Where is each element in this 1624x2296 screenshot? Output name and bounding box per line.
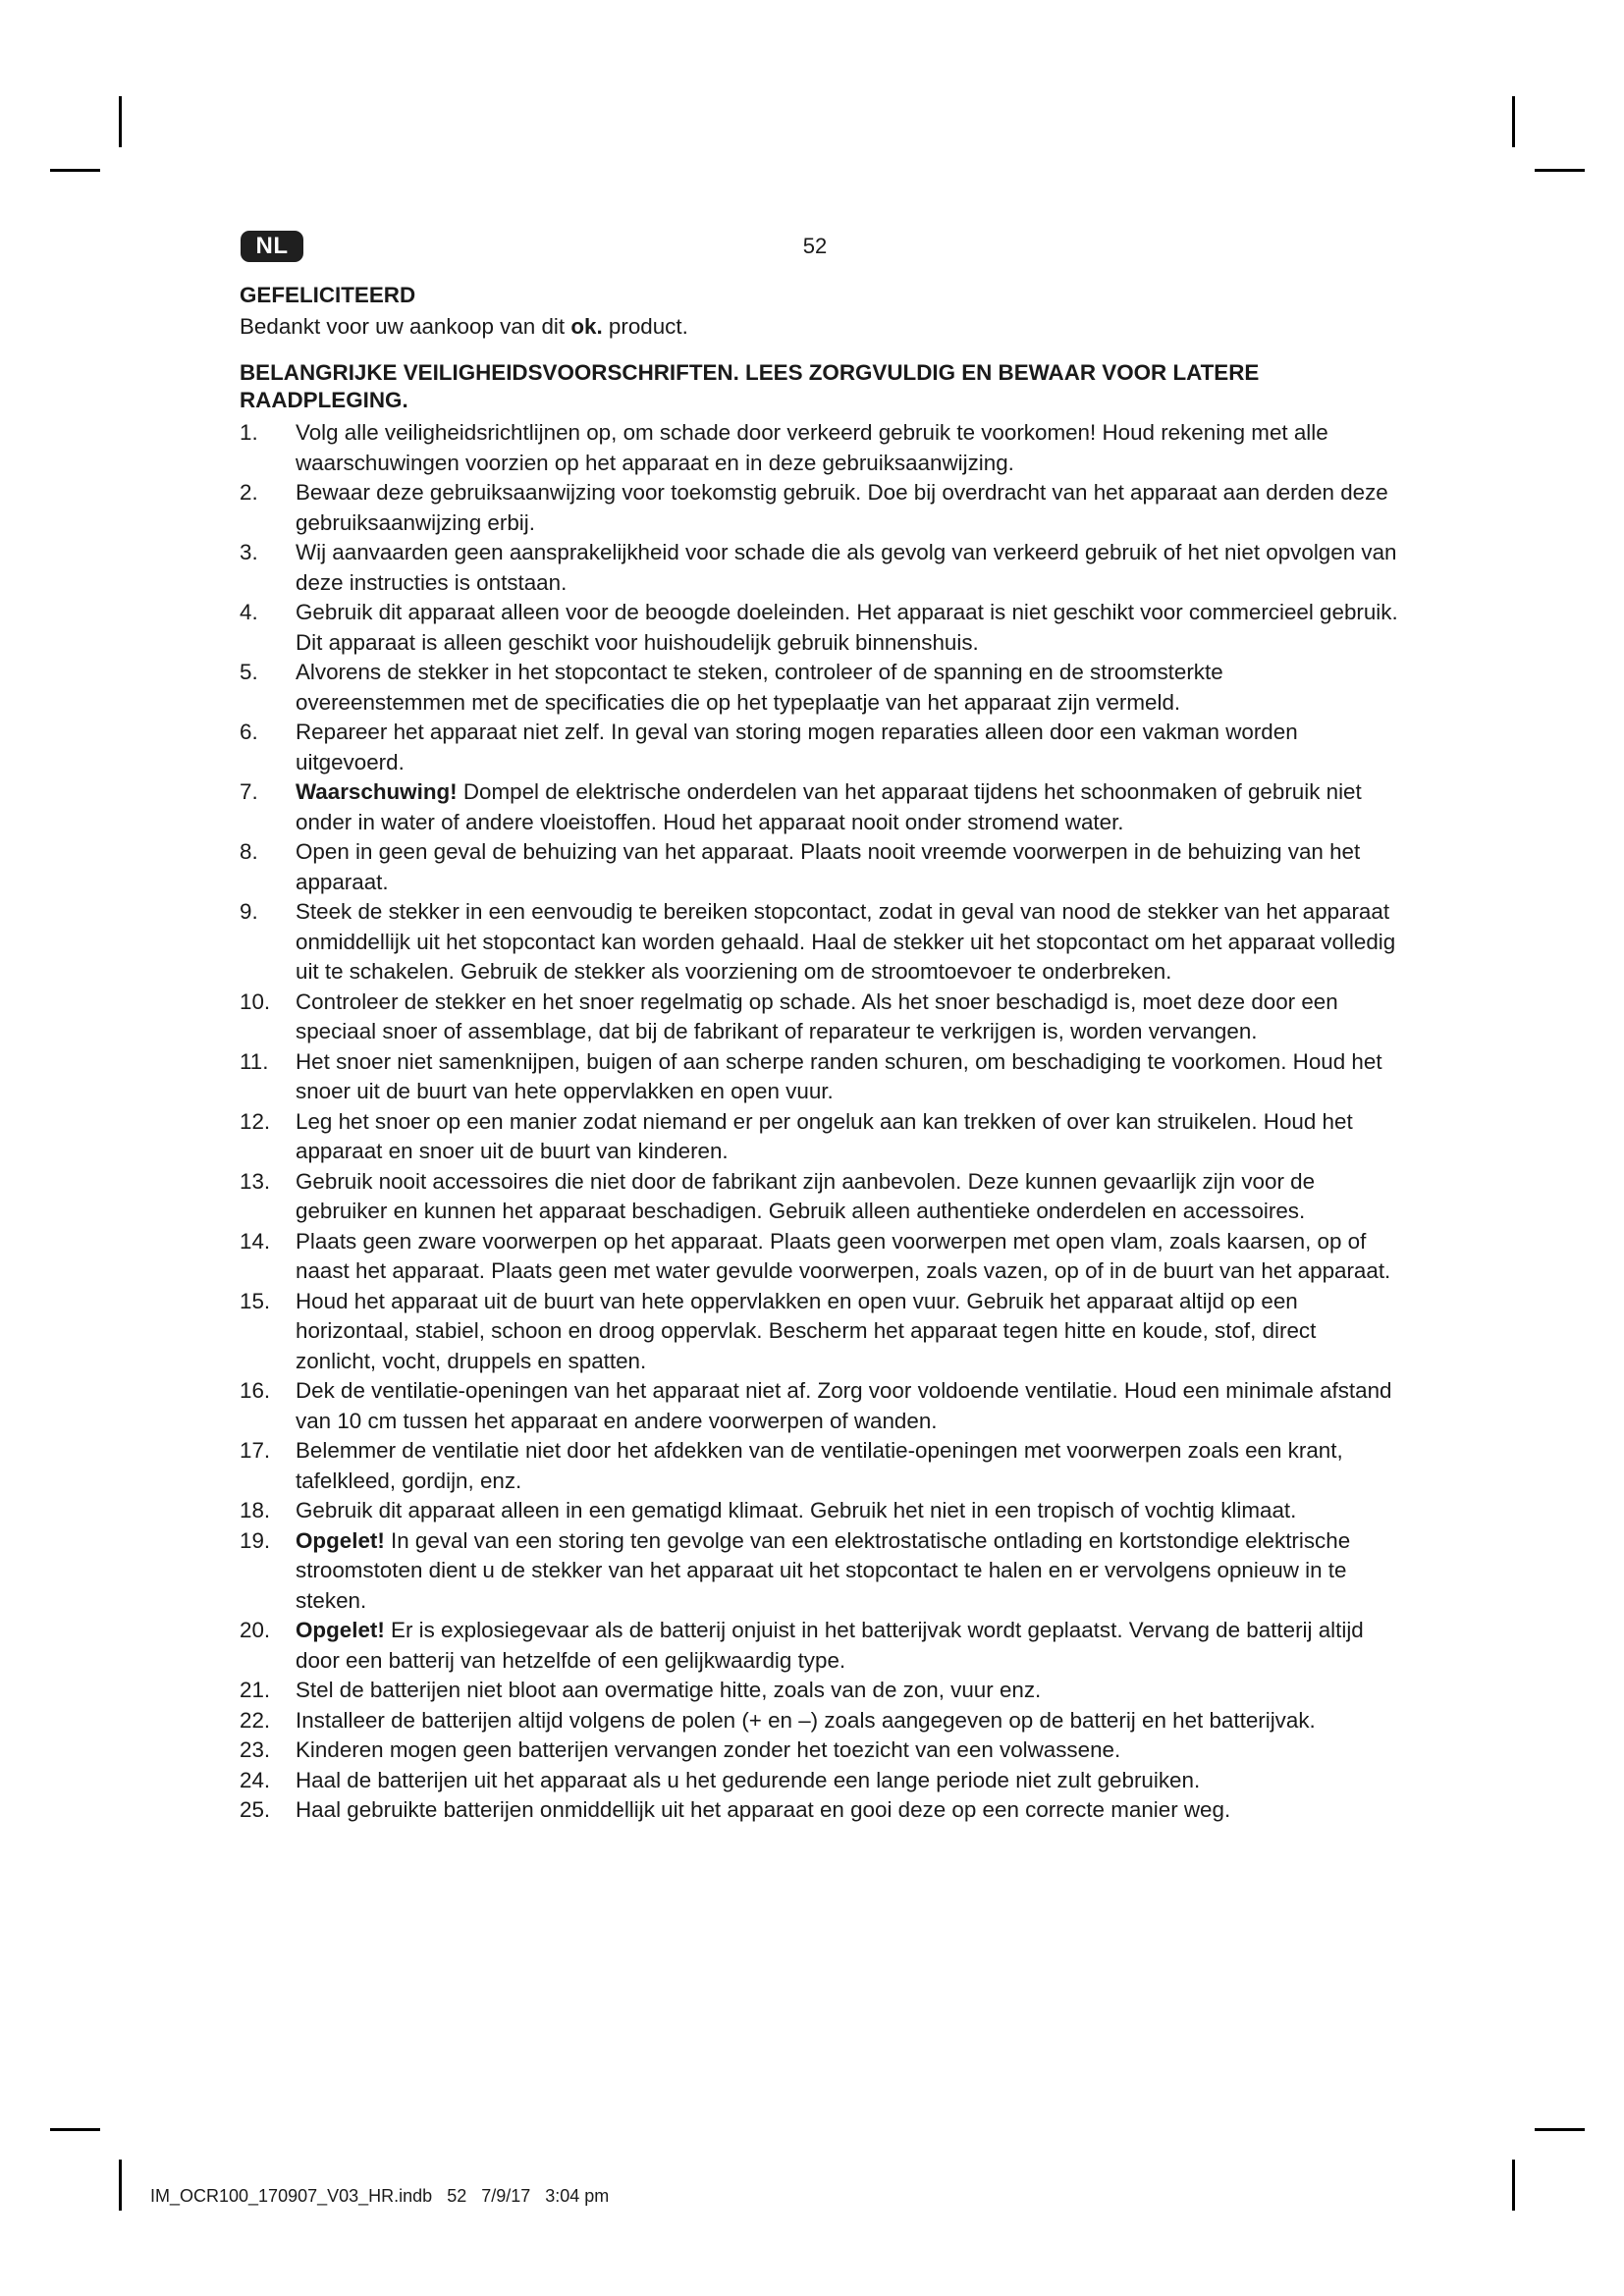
warning-label: Opgelet! [296,1618,385,1642]
crop-mark-top-left-horizontal [50,169,100,172]
item-text: Wij aanvaarden geen aansprakelijkheid voor schade die als gevolg van verkeerd gebruik of het niet opvolgen van deze instructies is ontstaan. [296,540,1397,595]
safety-instruction-item [240,777,1398,837]
item-number: 23. [240,1737,271,1762]
item-number: 9. [240,899,258,924]
item-number: 21. [240,1678,271,1702]
item-number: 17. [240,1438,271,1463]
item-number: 20. [240,1618,271,1642]
manual-content [240,281,1398,1826]
safety-instruction-item [240,1376,1398,1436]
item-number: 13. [240,1168,271,1194]
safety-instruction-item [240,837,1398,897]
safety-instruction-item [240,1227,1398,1287]
item-text: Dek de ventilatie-openingen van het apparaat niet af. Zorg voor voldoende ventilatie. Houd een minimale afstand van 10 cm tussen het apparaat en andere voorwerpen of wanden. [296,1378,1392,1433]
item-text: Installeer de batterijen altijd volgens de polen (+ en –) zoals aangegeven op de batterij en het batterijvak. [296,1707,1316,1733]
item-text: Plaats geen zware voorwerpen op het apparaat. Plaats geen voorwerpen met open vlam, zoals kaarsen, op of naast het apparaat. Plaats geen met water gevulde voorwerpen, zoals vazen, op of in de buurt van het apparaat. [296,1228,1391,1283]
item-text: Bewaar deze gebruiksaanwijzing voor toekomstig gebruik. Doe bij overdracht van het apparaat aan derden deze gebruiksaanwijzing erbij. [296,480,1388,535]
item-number: 12. [240,1108,271,1134]
safety-instruction-item [240,1047,1398,1107]
item-text: In geval van een storing ten gevolge van een elektrostatische ontlading en kortstondige elektrische stroomstoten dient u de stekker van het apparaat uit het stopcontact te halen en er vervolgens opnieuw in te steken. [296,1527,1351,1613]
item-number: 2. [240,480,258,505]
safety-instruction-item [240,478,1398,538]
item-text: Controleer de stekker en het snoer regelmatig op schade. Als het snoer beschadigd is, moet deze door een speciaal snoer of assemblage, dat bij de fabrikant of reparateur te verkrijgen is, worden vervangen. [296,988,1338,1043]
language-badge: NL [241,231,303,262]
safety-instruction-item [240,1676,1398,1706]
safety-instruction-item [240,897,1398,988]
item-text: Gebruik dit apparaat alleen in een gematigd klimaat. Gebruik het niet in een tropisch of vochtig klimaat. [296,1498,1297,1522]
safety-instruction-item [240,988,1398,1047]
item-text: Leg het snoer op een manier zodat niemand er per ongeluk aan kan trekken of over kan struikelen. Houd het apparaat en snoer uit de buurt van kinderen. [296,1108,1353,1163]
thanks-line [240,312,1398,343]
safety-instruction-item [240,1107,1398,1167]
item-text: Er is explosiegevaar als de batterij onjuist in het batterijvak wordt geplaatst. Vervang de batterij altijd door een batterij van hetzelfde of een gelijkwaardig type. [296,1618,1364,1673]
thanks-text-before: Bedankt voor uw aankoop van dit [240,313,571,339]
crop-mark-bottom-right-horizontal [1535,2128,1585,2131]
item-text: Houd het apparaat uit de buurt van hete oppervlakken en open vuur. Gebruik het apparaat altijd op een horizontaal, stabiel, schoon en droog oppervlak. Bescherm het apparaat tegen hitte en koude, stof, direct zonlicht, vocht, druppels en spatten. [296,1288,1317,1373]
warning-label: Waarschuwing! [296,779,458,804]
safety-instruction-item [240,658,1398,718]
item-text: Gebruik dit apparaat alleen voor de beoogde doeleinden. Het apparaat is niet geschikt voor commercieel gebruik. Dit apparaat is alleen geschikt voor huishoudelijk gebruik binnenshuis. [296,600,1398,655]
item-number: 25. [240,1797,271,1822]
item-text: Haal gebruikte batterijen onmiddellijk uit het apparaat en gooi deze op een correcte manier weg. [296,1797,1231,1822]
warning-label: Opgelet! [296,1527,385,1553]
item-number: 22. [240,1707,271,1733]
item-text: Haal de batterijen uit het apparaat als u het gedurende een lange periode niet zult gebruiken. [296,1767,1201,1792]
item-text: Kinderen mogen geen batterijen vervangen zonder het toezicht van een volwassene. [296,1737,1121,1762]
safety-instruction-item [240,1496,1398,1526]
item-number: 19. [240,1527,271,1553]
safety-instructions-list [240,418,1398,1826]
safety-instruction-item [240,1735,1398,1766]
congratulations-heading: GEFELICITEERD [240,283,416,307]
print-file-info: IM_OCR100_170907_V03_HR.indb 52 7/9/17 3:04 pm [150,2186,610,2206]
item-number: 8. [240,839,258,864]
safety-instruction-item [240,1616,1398,1676]
item-number: 11. [240,1048,269,1074]
item-number: 15. [240,1288,271,1313]
brand-name: ok. [570,313,603,339]
item-text: Het snoer niet samenknijpen, buigen of aan scherpe randen schuren, om beschadiging te voorkomen. Houd het snoer uit de buurt van hete oppervlakken en open vuur. [296,1048,1382,1103]
item-text: Gebruik nooit accessoires die niet door de fabrikant zijn aanbevolen. Deze kunnen gevaarlijk zijn voor de gebruiker en kunnen het apparaat beschadigen. Gebruik alleen authentieke onderdelen en accessoires. [296,1168,1316,1223]
item-number: 10. [240,988,271,1014]
item-number: 3. [240,540,258,564]
item-number: 6. [240,720,258,744]
item-text: Repareer het apparaat niet zelf. In geval van storing mogen reparaties alleen door een vakman worden uitgevoerd. [296,720,1298,774]
item-number: 7. [240,779,258,804]
item-number: 24. [240,1767,271,1792]
item-number: 4. [240,600,258,624]
safety-instruction-item [240,1167,1398,1227]
item-text: Steek de stekker in een eenvoudig te bereiken stopcontact, zodat in geval van nood de stekker van het apparaat onmiddellijk uit het stopcontact kan worden gehaald. Haal de stekker uit het stopcontact om het apparaat volledig uit te schakelen. Gebruik de stekker als voorziening om de stroomtoevoer te onderbreken. [296,899,1396,984]
safety-instruction-item [240,1526,1398,1617]
crop-mark-top-right-vertical [1512,96,1515,147]
crop-mark-bottom-right-vertical [1512,2160,1515,2211]
item-text: Dompel de elektrische onderdelen van het apparaat tijdens het schoonmaken of gebruik niet onder in water of andere vloeistoffen. Houd het apparaat nooit onder stromend water. [296,779,1362,834]
item-text: Open in geen geval de behuizing van het apparaat. Plaats nooit vreemde voorwerpen in de behuizing van het apparaat. [296,839,1361,894]
crop-mark-bottom-left-vertical [119,2160,122,2211]
safety-instruction-item [240,1766,1398,1796]
item-text: Stel de batterijen niet bloot aan overmatige hitte, zoals van de zon, vuur enz. [296,1678,1042,1702]
safety-instruction-item [240,598,1398,658]
safety-instruction-item [240,718,1398,777]
safety-instruction-item [240,418,1398,478]
item-text: Volg alle veiligheidsrichtlijnen op, om schade door verkeerd gebruik te voorkomen! Houd rekening met alle waarschuwingen voorzien op het apparaat en in deze gebruiksaanwijzing. [296,420,1328,475]
item-number: 18. [240,1498,271,1522]
safety-instruction-item [240,1795,1398,1826]
item-text: Alvorens de stekker in het stopcontact te steken, controleer of de spanning en de stroomsterkte overeenstemmen met de specificaties die op het typeplaatje van het apparaat zijn vermeld. [296,660,1223,715]
crop-mark-top-right-horizontal [1535,169,1585,172]
crop-mark-top-left-vertical [119,96,122,147]
safety-instruction-item [240,1706,1398,1736]
crop-mark-bottom-left-horizontal [50,2128,100,2131]
item-text: Belemmer de ventilatie niet door het afdekken van de ventilatie-openingen met voorwerpen zoals een krant, tafelkleed, gordijn, enz. [296,1438,1343,1493]
thanks-text-after: product. [602,313,688,339]
safety-instruction-item [240,1436,1398,1496]
item-number: 1. [240,420,258,445]
safety-instruction-item [240,538,1398,598]
safety-heading: BELANGRIJKE VEILIGHEIDSVOORSCHRIFTEN. LEES ZORGVULDIG EN BEWAAR VOOR LATERE RAADPLEGING. [240,360,1260,412]
item-number: 16. [240,1378,271,1403]
safety-instruction-item [240,1287,1398,1377]
page-number: 52 [802,234,828,258]
item-number: 5. [240,660,258,684]
item-number: 14. [240,1228,271,1254]
